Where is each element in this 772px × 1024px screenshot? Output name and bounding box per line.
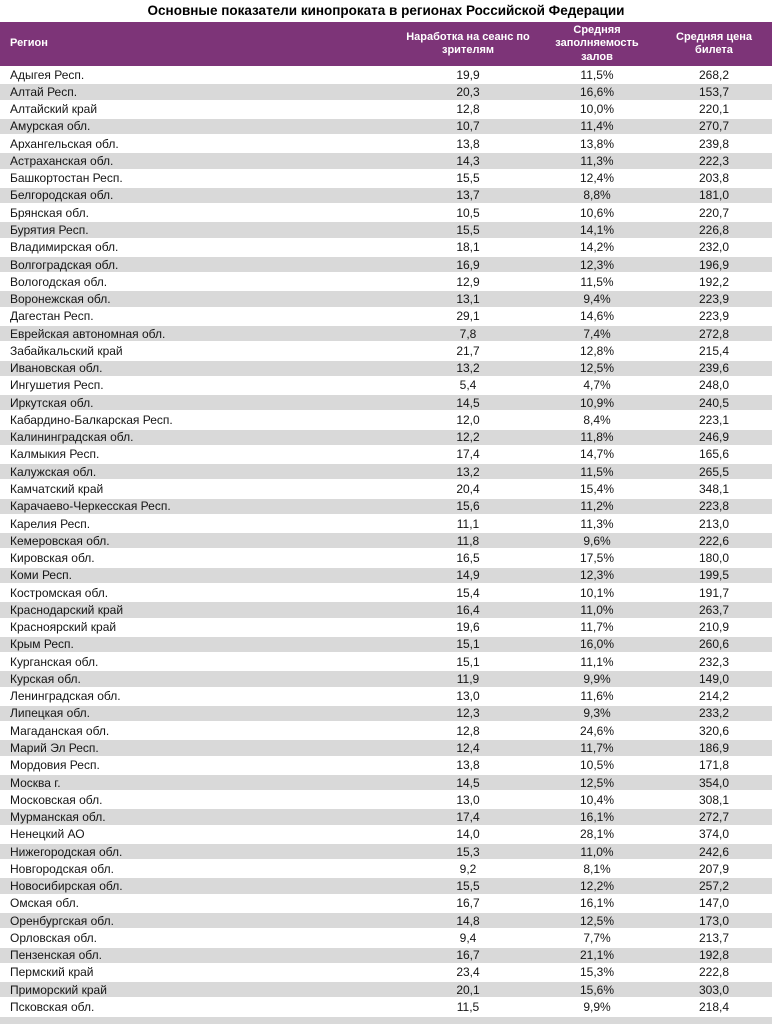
table-row (0, 377, 772, 394)
table-row (0, 584, 772, 601)
value-cell: 12,0 (456, 412, 480, 427)
value-cell: 13,0 (456, 792, 480, 807)
table-row (0, 273, 772, 290)
table-row (0, 947, 772, 964)
value-cell: 9,4% (583, 292, 611, 307)
table-row (0, 670, 772, 687)
value-cell: 15,6 (456, 499, 480, 514)
value-cell: 15,5 (456, 171, 480, 186)
value-cell: 11,8 (456, 533, 480, 548)
value-cell: 12,4 (456, 740, 480, 755)
value-cell: 239,8 (698, 136, 730, 151)
region-cell: Карачаево-Черкесская Респ. (10, 499, 171, 514)
value-cell: 15,3 (456, 844, 480, 859)
value-cell: 9,9% (583, 999, 611, 1014)
value-cell: 272,8 (698, 326, 730, 341)
value-cell: 260,6 (698, 637, 730, 652)
value-cell: 16,6% (579, 84, 615, 99)
value-cell: 24,6% (579, 723, 615, 738)
region-cell: Кемеровская обл. (10, 533, 110, 548)
value-cell: 9,9% (583, 671, 611, 686)
region-cell: Красноярский край (10, 620, 117, 635)
table-body (0, 66, 772, 1024)
value-cell: 11,1 (456, 516, 480, 531)
value-cell: 14,9 (456, 568, 480, 583)
value-cell: 11,6% (580, 689, 614, 704)
value-cell: 374,0 (698, 827, 730, 842)
value-cell: 13,1 (456, 292, 480, 307)
table-row (0, 480, 772, 497)
value-cell: 21,7 (456, 343, 480, 358)
region-cell: Коми Респ. (10, 568, 72, 583)
region-cell: Краснодарский край (10, 602, 124, 617)
value-cell: 210,9 (698, 620, 730, 635)
table-row (0, 101, 772, 118)
region-cell: Белгородская обл. (10, 188, 114, 203)
table-row (0, 808, 772, 825)
value-cell: 270,7 (698, 119, 730, 134)
value-cell: 15,4 (456, 585, 480, 600)
value-cell: 223,9 (698, 292, 730, 307)
value-cell: 12,3 (456, 706, 480, 721)
value-cell: 240,5 (698, 395, 730, 410)
table-row (0, 221, 772, 238)
value-cell: 7,7% (583, 930, 611, 945)
value-cell: 29,1 (456, 309, 480, 324)
value-cell: 14,0 (456, 827, 480, 842)
value-cell: 173,0 (698, 913, 730, 928)
value-cell: 4,7% (583, 378, 611, 393)
value-cell: 15,4% (579, 482, 615, 496)
value-cell: 186,9 (698, 740, 730, 755)
table-row (0, 204, 772, 221)
value-cell: 28,1% (579, 827, 615, 842)
value-cell: 18,1 (456, 240, 480, 255)
table-row (0, 912, 772, 929)
region-cell: Приморский край (10, 982, 107, 997)
table-row (0, 463, 772, 480)
region-cell: Камчатский край (10, 482, 104, 496)
region-cell: Архангельская обл. (10, 136, 119, 151)
value-cell: 9,2 (459, 861, 477, 876)
value-cell: 16,7 (456, 948, 480, 963)
value-cell: 303,0 (698, 982, 730, 997)
value-cell: 14,2% (579, 240, 615, 255)
value-cell: 149,0 (698, 671, 730, 686)
region-cell: Калмыкия Респ. (10, 447, 100, 462)
column-header-avg-occupancy: Средняя заполняемость залов (555, 24, 639, 63)
value-cell: 11,3% (580, 153, 614, 168)
region-cell: Москва г. (10, 775, 61, 790)
value-cell: 19,6 (456, 620, 480, 635)
value-cell: 8,1% (583, 861, 611, 876)
table-row (0, 601, 772, 618)
value-cell: 11,8% (580, 430, 614, 445)
value-cell: 232,3 (698, 654, 730, 669)
region-cell: Марий Эл Респ. (10, 740, 99, 755)
region-cell: Бурятия Респ. (10, 223, 89, 238)
value-cell: 165,6 (698, 447, 730, 462)
value-cell: 10,1% (579, 585, 615, 600)
region-cell: Магаданская обл. (10, 723, 110, 738)
table-row (0, 446, 772, 463)
value-cell: 207,9 (698, 861, 730, 876)
value-cell: 14,8 (456, 913, 480, 928)
region-cell: Ленинградская обл. (10, 689, 121, 704)
value-cell: 12,8% (579, 343, 615, 358)
table-row (0, 394, 772, 411)
value-cell: 15,6% (579, 982, 615, 997)
column-header-avg-ticket-price: Средняя цена билета (676, 30, 752, 56)
region-cell: Владимирская обл. (10, 240, 119, 255)
value-cell: 7,8 (459, 326, 477, 341)
value-cell: 13,2 (456, 361, 480, 376)
value-cell: 15,1 (456, 637, 480, 652)
page-title: Основные показатели кинопроката в регионах Российской Федерации (147, 3, 625, 18)
region-cell: Амурская обл. (10, 119, 91, 134)
region-cell: Крым Респ. (10, 637, 74, 652)
value-cell: 16,9 (456, 257, 480, 272)
value-cell: 268,2 (698, 67, 730, 82)
region-cell: Ненецкий АО (10, 827, 85, 842)
value-cell: 222,6 (698, 533, 730, 548)
region-cell: Астраханская обл. (10, 153, 114, 168)
value-cell: 11,0% (580, 844, 614, 859)
region-cell: Пермский край (10, 965, 94, 980)
region-cell: Дагестан Респ. (10, 309, 94, 324)
value-cell: 203,8 (698, 171, 730, 186)
table-row (0, 83, 772, 100)
value-cell: 20,1 (456, 982, 480, 997)
value-cell: 16,0% (579, 637, 615, 652)
region-cell: Ингушетия Респ. (10, 378, 104, 393)
region-cell: Забайкальский край (10, 343, 123, 358)
value-cell: 248,0 (698, 378, 730, 393)
value-cell: 232,0 (698, 240, 730, 255)
value-cell: 192,8 (698, 948, 730, 963)
column-header-region: Регион (10, 37, 48, 50)
value-cell: 10,5% (579, 758, 615, 773)
value-cell: 16,5 (456, 551, 480, 566)
table-row (0, 981, 772, 998)
value-cell: 16,1% (579, 810, 615, 825)
value-cell: 12,2% (579, 879, 615, 894)
table-row (0, 826, 772, 843)
column-header-per-session-viewers: Наработка на сеанс по зрителям (406, 30, 530, 56)
value-cell: 11,4% (580, 119, 614, 134)
value-cell: 16,1% (579, 896, 615, 911)
table-row (0, 515, 772, 532)
value-cell: 223,8 (698, 499, 730, 514)
region-cell: Костромская обл. (10, 585, 109, 600)
value-cell: 11,9 (456, 671, 480, 686)
region-cell: Новгородская обл. (10, 861, 114, 876)
table-row (0, 498, 772, 515)
value-cell: 15,1 (456, 654, 480, 669)
value-cell: 10,6% (579, 205, 615, 220)
value-cell: 11,5 (456, 999, 480, 1014)
value-cell: 12,3% (579, 568, 615, 583)
table-row (0, 411, 772, 428)
value-cell: 12,9 (456, 274, 480, 289)
value-cell: 222,8 (698, 965, 730, 980)
value-cell: 239,6 (698, 361, 730, 376)
value-cell: 265,5 (698, 464, 730, 479)
value-cell: 12,2 (456, 430, 480, 445)
value-cell: 220,7 (698, 205, 730, 220)
value-cell: 354,0 (698, 775, 730, 790)
value-cell: 17,5% (579, 551, 615, 566)
table-row (0, 66, 772, 83)
region-cell: Волгоградская обл. (10, 257, 119, 272)
value-cell: 233,2 (698, 706, 730, 721)
table-row (0, 843, 772, 860)
value-cell: 226,8 (698, 223, 730, 238)
value-cell: 7,4% (583, 326, 611, 341)
table-row (0, 964, 772, 981)
value-cell: 196,9 (698, 257, 730, 272)
region-cell: Башкортостан Респ. (10, 171, 123, 186)
region-cell: Липецкая обл. (10, 706, 90, 721)
value-cell: 9,4 (459, 930, 477, 945)
table-row (0, 929, 772, 946)
region-cell: Пензенская обл. (10, 948, 102, 963)
table-row (0, 774, 772, 791)
value-cell: 263,7 (698, 602, 730, 617)
table-row (0, 256, 772, 273)
value-cell: 11,7% (580, 620, 614, 635)
region-cell: Ивановская обл. (10, 361, 103, 376)
table-row (0, 239, 772, 256)
region-cell: Брянская обл. (10, 205, 89, 220)
value-cell: 15,5 (456, 223, 480, 238)
table-row (0, 653, 772, 670)
value-cell: 223,9 (698, 309, 730, 324)
value-cell: 12,8 (456, 723, 480, 738)
value-cell: 9,6% (583, 533, 611, 548)
value-cell: 10,5 (456, 205, 480, 220)
region-cell: Курская обл. (10, 671, 81, 686)
value-cell: 272,7 (698, 810, 730, 825)
region-cell: Орловская обл. (10, 930, 98, 945)
table-row (0, 290, 772, 307)
value-cell: 13,8 (456, 136, 480, 151)
value-cell: 222,3 (698, 153, 730, 168)
value-cell: 191,7 (698, 585, 730, 600)
table-row (0, 429, 772, 446)
value-cell: 11,1% (580, 654, 614, 669)
value-cell: 14,5 (456, 395, 480, 410)
value-cell: 10,7 (456, 119, 480, 134)
value-cell: 218,4 (698, 999, 730, 1014)
value-cell: 171,8 (698, 758, 730, 773)
value-cell: 8,4% (583, 412, 611, 427)
value-cell: 23,4 (456, 965, 480, 980)
value-cell: 13,7 (456, 188, 480, 203)
region-cell: Калининградская обл. (10, 430, 134, 445)
table-row (0, 360, 772, 377)
region-cell: Алтайский край (10, 102, 98, 117)
value-cell: 11,3% (580, 516, 614, 531)
value-cell: 181,0 (698, 188, 730, 203)
value-cell: 213,0 (698, 516, 730, 531)
table-row (0, 739, 772, 756)
value-cell: 14,1% (579, 223, 615, 238)
region-cell: Кабардино-Балкарская Респ. (10, 412, 173, 427)
value-cell: 12,4% (579, 171, 615, 186)
table-row (0, 135, 772, 152)
value-cell: 10,4% (579, 792, 615, 807)
value-cell: 15,3% (579, 965, 615, 980)
table-row (0, 152, 772, 169)
value-cell: 223,1 (698, 412, 730, 427)
table-row (0, 895, 772, 912)
table-row (0, 567, 772, 584)
value-cell: 199,5 (698, 568, 730, 583)
value-cell: 20,4 (456, 482, 480, 496)
region-cell: Мордовия Респ. (10, 758, 100, 773)
region-cell: Адыгея Респ. (10, 67, 85, 82)
value-cell: 14,7% (579, 447, 615, 462)
table-row (0, 308, 772, 325)
value-cell: 14,3 (456, 153, 480, 168)
value-cell: 13,8% (579, 136, 615, 151)
region-cell: Вологодская обл. (10, 274, 108, 289)
region-cell: Иркутская обл. (10, 395, 94, 410)
region-cell: Нижегородская обл. (10, 844, 123, 859)
value-cell: 11,7% (580, 740, 614, 755)
value-cell: 12,5% (579, 361, 615, 376)
region-cell: Еврейская автономная обл. (10, 326, 166, 341)
table-row (0, 532, 772, 549)
table-row (0, 325, 772, 342)
value-cell: 13,0 (456, 689, 480, 704)
table-row (0, 722, 772, 739)
value-cell: 17,4 (456, 810, 480, 825)
value-cell: 12,8 (456, 102, 480, 117)
value-cell: 308,1 (698, 792, 730, 807)
value-cell: 257,2 (698, 879, 730, 894)
table-row (0, 619, 772, 636)
table-row (0, 877, 772, 894)
region-cell: Воронежская обл. (10, 292, 111, 307)
value-cell: 214,2 (698, 689, 730, 704)
table-row-partial (0, 1016, 772, 1024)
table-row (0, 187, 772, 204)
value-cell: 192,2 (698, 274, 730, 289)
value-cell: 246,9 (698, 430, 730, 445)
table-row (0, 342, 772, 359)
table-row (0, 636, 772, 653)
table-row (0, 860, 772, 877)
region-cell: Псковская обл. (10, 999, 95, 1014)
value-cell: 11,2% (580, 499, 614, 514)
region-cell: Карелия Респ. (10, 516, 91, 531)
value-cell: 17,4 (456, 447, 480, 462)
value-cell: 10,0% (579, 102, 615, 117)
value-cell: 215,4 (698, 343, 730, 358)
value-cell: 320,6 (698, 723, 730, 738)
value-cell: 213,7 (698, 930, 730, 945)
value-cell: 180,0 (698, 551, 730, 566)
table-row (0, 757, 772, 774)
region-cell: Алтай Респ. (10, 84, 78, 99)
value-cell: 21,1% (579, 948, 615, 963)
value-cell: 14,5 (456, 775, 480, 790)
value-cell: 19,9 (456, 67, 480, 82)
region-cell: Кировская обл. (10, 551, 95, 566)
table-row (0, 705, 772, 722)
value-cell: 16,7 (456, 896, 480, 911)
table-row (0, 170, 772, 187)
table-header-row (0, 22, 772, 66)
table-row (0, 791, 772, 808)
table-row (0, 688, 772, 705)
region-cell: Калужская обл. (10, 464, 97, 479)
kinoprokat-table (0, 22, 772, 1024)
value-cell: 5,4 (459, 378, 477, 393)
value-cell: 13,8 (456, 758, 480, 773)
value-cell: 11,5% (580, 464, 614, 479)
value-cell: 13,2 (456, 464, 480, 479)
value-cell: 9,3% (583, 706, 611, 721)
value-cell: 348,1 (698, 482, 730, 496)
table-row (0, 118, 772, 135)
region-cell: Московская обл. (10, 792, 103, 807)
region-cell: Оренбургская обл. (10, 913, 114, 928)
region-cell: Новосибирская обл. (10, 879, 123, 894)
table-row (0, 549, 772, 566)
value-cell: 11,0% (580, 602, 614, 617)
region-cell: Мурманская обл. (10, 810, 106, 825)
value-cell: 12,5% (579, 913, 615, 928)
value-cell: 242,6 (698, 844, 730, 859)
value-cell: 147,0 (698, 896, 730, 911)
value-cell: 153,7 (698, 84, 730, 99)
value-cell: 8,8% (583, 188, 611, 203)
table-row (0, 998, 772, 1015)
value-cell: 11,5% (580, 274, 614, 289)
value-cell: 15,5 (456, 879, 480, 894)
value-cell: 11,5% (580, 67, 614, 82)
value-cell: 12,3% (579, 257, 615, 272)
region-cell: Омская обл. (10, 896, 79, 911)
value-cell: 10,9% (579, 395, 615, 410)
region-cell: Курганская обл. (10, 654, 99, 669)
value-cell: 16,4 (456, 602, 480, 617)
value-cell: 220,1 (698, 102, 730, 117)
value-cell: 12,5% (579, 775, 615, 790)
value-cell: 20,3 (456, 84, 480, 99)
value-cell: 14,6% (579, 309, 615, 324)
